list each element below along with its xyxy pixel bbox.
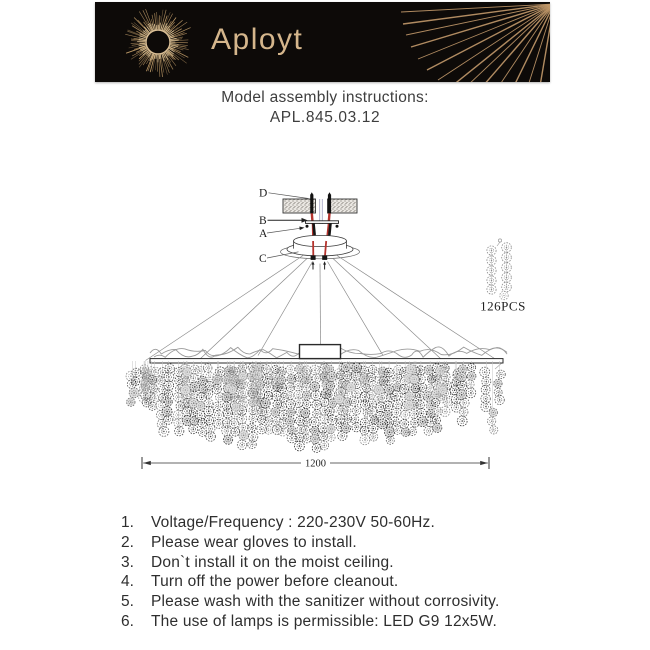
dimension-value: 1200 [305,458,326,470]
label-c: C [259,253,267,265]
instruction-number: 4. [121,573,134,591]
instruction-text: Please wear gloves to install. [151,533,357,551]
instruction-text: Please wash with the sanitizer without corrosivity. [151,593,500,611]
label-b: B [259,215,267,227]
model-number: APL.845.03.12 [269,109,381,126]
instruction-item [121,513,499,533]
instruction-number: 3. [121,553,134,571]
instruction-number: 1. [121,514,134,531]
instruction-text: Don`t install it on the moist ceiling. [151,553,394,571]
brand-name: Aployt [211,23,304,56]
instruction-text: The use of lamps is permissible: LED G9 12x5W. [151,612,498,630]
instruction-item [121,553,499,573]
anchor-screws [310,192,331,213]
instruction-item [121,572,499,592]
label-d: D [259,187,268,200]
instruction-text: Voltage/Frequency : 220-230V 50-60Hz. [151,514,435,531]
instruction-text: Turn off the power before cleanout. [151,573,399,591]
junction-box [300,345,341,359]
page-title: Model assembly instructions: [221,89,429,106]
instruction-number: 6. [121,612,134,630]
instruction-item [121,612,499,632]
crystal-strands [126,361,505,452]
instruction-number: 5. [121,593,134,611]
instruction-item [121,533,499,553]
canopy [281,235,360,258]
label-a: A [259,228,268,240]
instructions-list [121,513,499,632]
instruction-number: 2. [121,533,134,551]
instruction-item [121,592,499,612]
parts-count: 126PCS [480,298,526,314]
dimension-line [142,457,489,470]
crystal-sample [487,239,511,300]
